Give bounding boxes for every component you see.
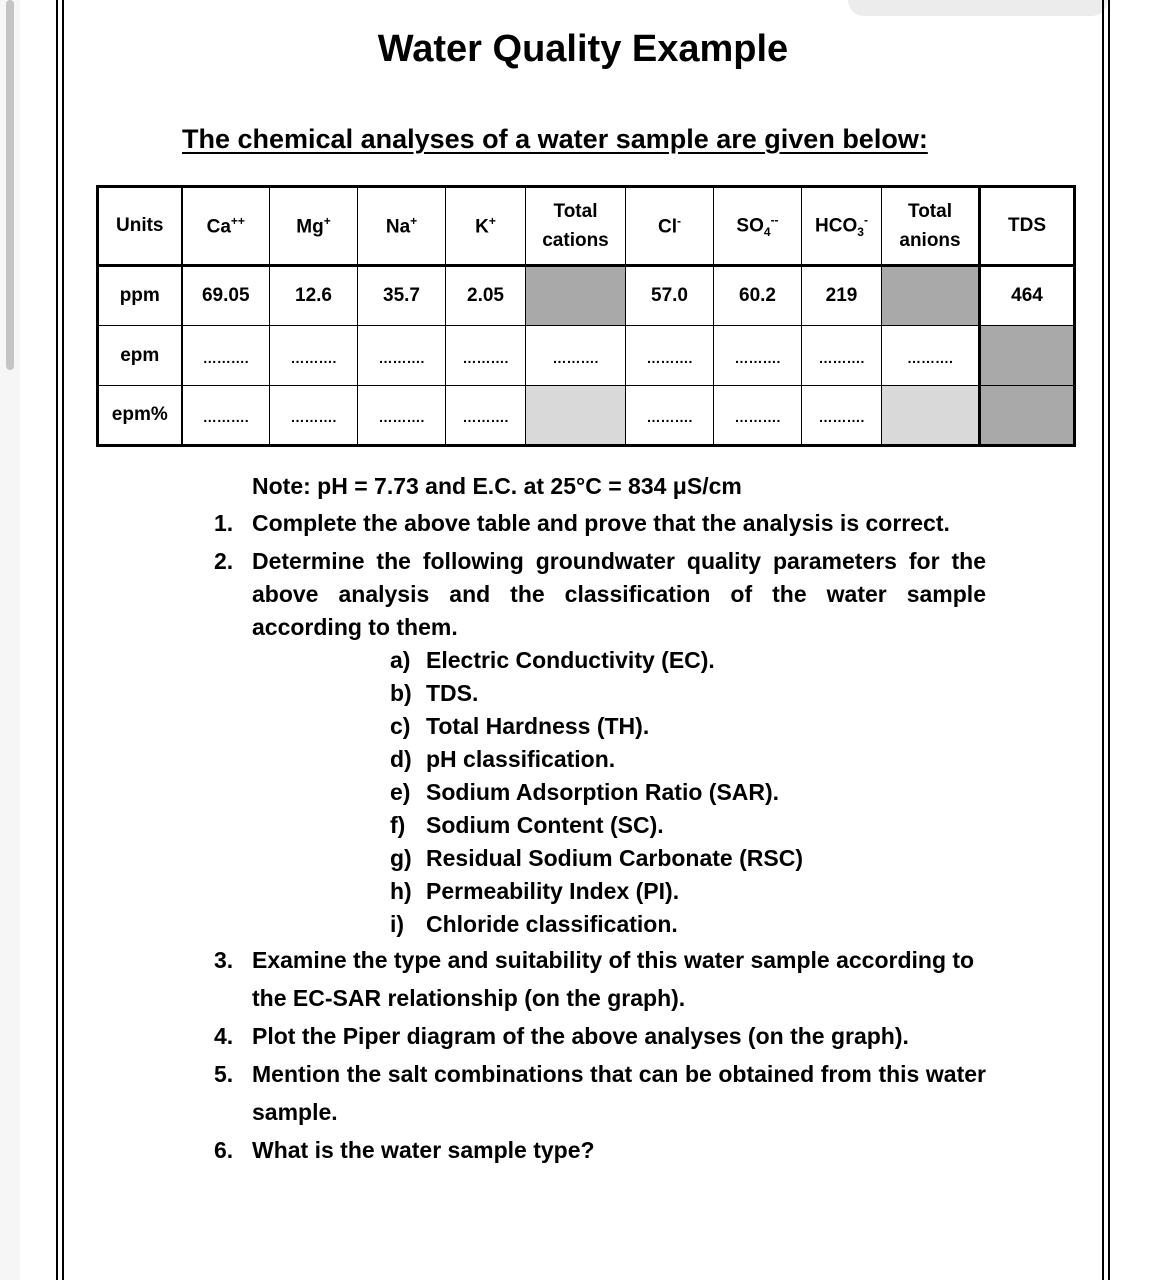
top-tab — [848, 0, 1108, 16]
question-text: Plot the Piper diagram of the above analyses (on the graph). — [252, 1023, 909, 1049]
question-4 — [214, 1017, 986, 1055]
cell-epm-k: ………. — [446, 326, 526, 386]
page-border-right — [1102, 0, 1110, 1280]
page-border-left — [56, 0, 64, 1280]
cell-epm-so4: ………. — [714, 326, 802, 386]
table-row-ppm — [98, 266, 1075, 326]
header-so4: $SO_4^{--}$ — [714, 187, 802, 266]
cell-epmpct-total-anions — [882, 386, 980, 446]
header-cl: Cl- — [626, 187, 714, 266]
cell-ppm-mg: 12.6 — [270, 266, 358, 326]
cell-epm-tds — [980, 326, 1075, 386]
header-hco3: $HCO_3^-$ — [802, 187, 882, 266]
header-k: K+ — [446, 187, 526, 266]
question-text: Complete the above table and prove that the analysis is correct. — [252, 510, 950, 536]
cell-epmpct-ca: ………. — [182, 386, 270, 446]
row-label-epm-pct: epm% — [98, 386, 182, 446]
header-row — [98, 187, 1075, 266]
question-number: 6. — [214, 1137, 234, 1163]
list-item: h) Permeability Index (PI). — [390, 878, 680, 904]
cell-epmpct-hco3: ………. — [802, 386, 882, 446]
question-number: 4. — [214, 1023, 234, 1049]
cell-ppm-tds: 464 — [980, 266, 1075, 326]
list-item: b) TDS. — [390, 680, 479, 706]
cell-ppm-k: 2.05 — [446, 266, 526, 326]
question-1 — [214, 507, 986, 540]
question-text: Mention the salt combinations that can be obtained from this water sample. — [252, 1061, 986, 1125]
question-text: What is the water sample type? — [252, 1137, 595, 1163]
question-5 — [214, 1055, 986, 1131]
cell-epm-cl: ………. — [626, 326, 714, 386]
question-text: Examine the type and suitability of this water sample according to the EC-SAR relationship (on the graph). — [252, 947, 975, 1011]
water-analysis-table — [96, 185, 1076, 447]
question-number: 1. — [214, 510, 234, 536]
question-number: 3. — [214, 947, 234, 973]
cell-ppm-total-cations — [526, 266, 626, 326]
cell-epmpct-mg: ………. — [270, 386, 358, 446]
question-text: Determine the following groundwater quality parameters for the above analysis and the classification of the water sample according to them. — [252, 548, 986, 640]
cell-epm-hco3: ………. — [802, 326, 882, 386]
header-mg: Mg+ — [270, 187, 358, 266]
header-tds: TDS — [980, 187, 1075, 266]
header-na: Na+ — [358, 187, 446, 266]
cell-epmpct-so4: ………. — [714, 386, 802, 446]
table-row-epm-pct — [98, 386, 1075, 446]
question-2 — [214, 545, 986, 644]
row-label-ppm: ppm — [98, 266, 182, 326]
cell-ppm-ca: 69.05 — [182, 266, 270, 326]
cell-ppm-hco3: 219 — [802, 266, 882, 326]
list-item: c) Total Hardness (TH). — [390, 713, 650, 739]
cell-epm-ca: ………. — [182, 326, 270, 386]
list-item: a) Electric Conductivity (EC). — [390, 647, 715, 673]
header-ca: Ca++ — [182, 187, 270, 266]
question-6 — [214, 1131, 986, 1169]
header-total-cations: Total cations — [526, 187, 626, 266]
list-item: e) Sodium Adsorption Ratio (SAR). — [390, 779, 780, 805]
header-units: Units — [98, 187, 182, 266]
cell-ppm-na: 35.7 — [358, 266, 446, 326]
question-3 — [214, 941, 986, 1017]
list-item: f) Sodium Content (SC). — [390, 812, 664, 838]
table-row-epm — [98, 326, 1075, 386]
cell-epm-mg: ………. — [270, 326, 358, 386]
header-total-anions: Total anions — [882, 187, 980, 266]
question-number: 2. — [214, 548, 234, 574]
cell-ppm-total-anions — [882, 266, 980, 326]
note: Note: pH = 7.73 and E.C. at 25°C = 834 μS/cm — [252, 473, 742, 499]
list-item: i) Chloride classification. — [390, 911, 678, 937]
cell-epmpct-cl: ………. — [626, 386, 714, 446]
cell-epmpct-k: ………. — [446, 386, 526, 446]
cell-epmpct-tds — [980, 386, 1075, 446]
page-title: Water Quality Example — [377, 28, 789, 70]
parameter-list — [214, 644, 986, 941]
cell-epm-na: ………. — [358, 326, 446, 386]
cell-ppm-cl: 57.0 — [626, 266, 714, 326]
cell-epmpct-na: ………. — [358, 386, 446, 446]
cell-epmpct-total-cations — [526, 386, 626, 446]
cell-ppm-so4: 60.2 — [714, 266, 802, 326]
cell-epm-total-anions: ………. — [882, 326, 980, 386]
scrollbar-track[interactable] — [0, 0, 20, 1280]
list-item: g) Residual Sodium Carbonate (RSC) — [390, 845, 803, 871]
cell-epm-total-cations: ………. — [526, 326, 626, 386]
question-number: 5. — [214, 1061, 234, 1087]
subtitle: The chemical analyses of a water sample are given below: — [182, 124, 928, 154]
questions-section — [214, 470, 986, 1169]
list-item: d) pH classification. — [390, 746, 616, 772]
row-label-epm: epm — [98, 326, 182, 386]
